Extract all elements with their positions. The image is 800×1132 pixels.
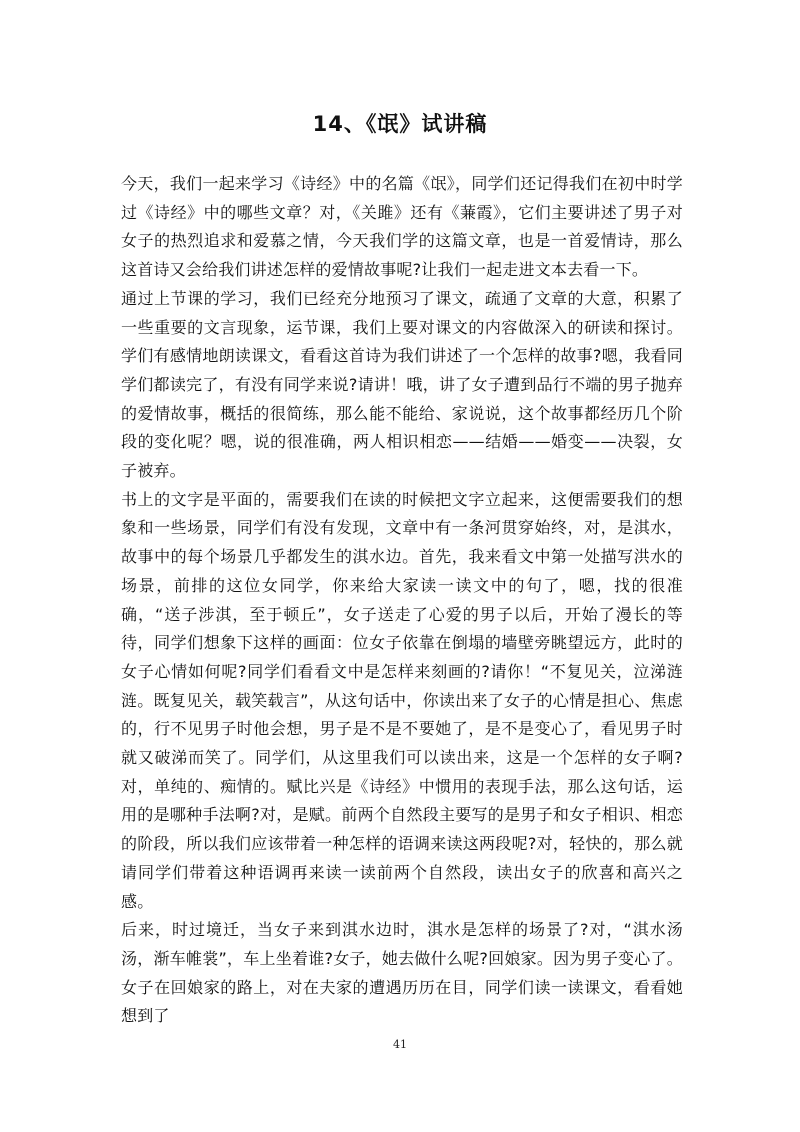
paragraph-qi-river: 书上的文字是平面的，需要我们在读的时候把文字立起来，这便需要我们的想象和一些场景，同学们有没有发现，文章中有一条河贯穿始终，对，是淇水，故事中的每个场景几乎都发生的淇水边。首先，我来看文中第一处描写洪水的场景，前排的这位女同学，你来给大家读一读文中的句了，嗯，找的很准确，“送子涉淇，至于顿丘”，女子送走了心爱的男子以后，开始了漫长的等待，同学们想象下这样的画面：位女子依靠在倒塌的墙壁旁眺望远方，此时的女子心情如何呢?同学们看看文中是怎样来刻画的?请你！“不复见关，泣涕涟涟。既复见关，载笑载言”，从这句话中，你读出来了女子的心情是担心、焦虑的，行不见男子时他会想，男子是不是不要她了，是不是变心了，看见男子时就又破涕而笑了。同学们，从这里我们可以读出来，这是一个怎样的女子啊?对，单纯的、痴情的。赋比兴是《诗经》中惯用的表现手法，那么这句话，运用的是哪种手法啊?对，是赋。前两个自然段主要写的是男子和女子相识、相恋的阶段，所以我们应该带着一种怎样的语调来读这两段呢?对，轻快的，那么就请同学们带着这种语调再来读一读前两个自然段，读出女子的欣喜和高兴之感。 — [121, 489, 683, 911]
paragraph-intro: 今天，我们一起来学习《诗经》中的名篇《氓》，同学们还记得我们在初中时学过《诗经》中的哪些文章？对，《关雎》还有《蒹霞》，它们主要讲述了男子对女子的热烈追求和爱慕之情，今天我们学的这篇文章，也是一首爱情诗，那么这首诗又会给我们讲述怎样的爱情故事呢?让我们一起走进文本去看一下。 — [121, 174, 683, 280]
document-body — [121, 170, 683, 1031]
document-title: 14、《氓》试讲稿 — [312, 112, 488, 136]
paragraph-review: 通过上节课的学习，我们已经充分地预习了课文，疏通了文章的大意，积累了一些重要的文言现象，运节课，我们上要对课文的内容做深入的研读和探讨。学们有感情地朗读课文，看看这首诗为我们讲述了一个怎样的故事?嗯，我看同学们都读完了，有没有同学来说?请讲！哦，讲了女子遭到品行不端的男子抛弃的爱情故事，概括的很简练，那么能不能给、家说说，这个故事都经历几个阶段的变化呢？嗯，说的很准确，两人相识相恋——结婚——婚变——决裂，女子被弃。 — [121, 288, 683, 481]
page-number: 41 — [393, 1038, 407, 1051]
paragraph-later: 后来，时过境迁，当女子来到淇水边时，淇水是怎样的场景了?对，“淇水汤汤，渐车帷裳”，车上坐着谁?女子，她去做什么呢?回娘家。因为男子变心了。女子在回娘家的路上，对在夫家的遭遇历历在目，同学们读一读课文，看看她想到了 — [121, 920, 683, 1026]
